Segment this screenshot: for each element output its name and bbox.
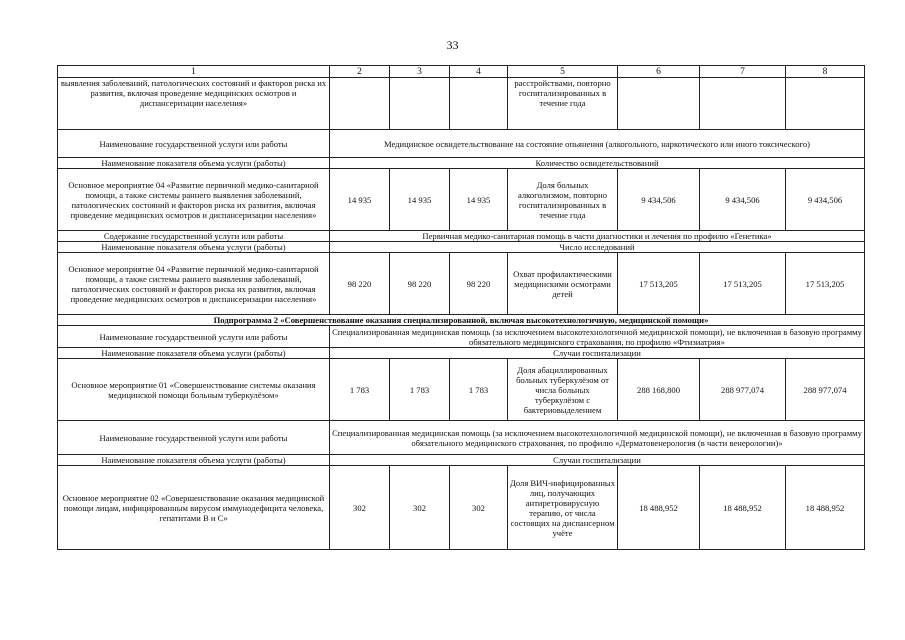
page-number: 33 [446, 38, 459, 52]
table-row [58, 253, 865, 315]
amount-cell: 288 977,074 [786, 359, 865, 421]
indicator-cell: Доля абациллированных больных туберкулёзом от числа больных туберкулёзом с бактериовыделением [508, 359, 618, 421]
subprogram-row [58, 315, 865, 326]
column-header: 6 [618, 66, 700, 78]
volume-cell: 302 [390, 466, 450, 550]
service-label: Наименование государственной услуги или работы [58, 326, 330, 348]
activity-cell: Основное мероприятие 04 «Развитие первичной медико-санитарной помощи, а также системы раннего выявления заболеваний, патологических состояний и факторов риска их развития, включая проведение медицинских осмотров и диспансеризации населения» [58, 169, 330, 231]
indicator-row [58, 158, 865, 169]
activity-cell: выявления заболеваний, патологических состояний и факторов риска их развития, включая проведение медицинских осмотров и диспансеризации населения» [58, 78, 330, 130]
service-row [58, 130, 865, 158]
amount-cell: 9 434,506 [786, 169, 865, 231]
budget-table [57, 65, 865, 550]
amount-cell: 18 488,952 [618, 466, 700, 550]
activity-cell: Основное мероприятие 01 «Совершенствование системы оказания медицинской помощи больным туберкулёзом» [58, 359, 330, 421]
volume-cell: 14 935 [450, 169, 508, 231]
service-label: Наименование государственной услуги или работы [58, 421, 330, 455]
volume-cell: 1 783 [450, 359, 508, 421]
volume-cell: 1 783 [330, 359, 390, 421]
column-header: 4 [450, 66, 508, 78]
amount-cell: 18 488,952 [700, 466, 786, 550]
empty-cell [700, 78, 786, 130]
indicator-label: Наименование показателя объема услуги (работы) [58, 158, 330, 169]
empty-cell [330, 78, 390, 130]
indicator-cell: Доля больных алкоголизмом, повторно госпитализированных в течение года [508, 169, 618, 231]
table-row [58, 169, 865, 231]
column-header-row [58, 66, 865, 78]
volume-cell: 302 [450, 466, 508, 550]
amount-cell: 17 513,205 [700, 253, 786, 315]
service-value: Специализированная медицинская помощь (за исключением высокотехнологичной медицинской помощи), не включенная в базовую программу обязательного медицинского страхования, по профилю «Дерматовенерология (в части венерологии)» [330, 421, 865, 455]
empty-cell [450, 78, 508, 130]
column-header: 2 [330, 66, 390, 78]
column-header: 8 [786, 66, 865, 78]
service-label: Содержание государственной услуги или работы [58, 231, 330, 242]
amount-cell: 17 513,205 [786, 253, 865, 315]
empty-cell [618, 78, 700, 130]
volume-cell: 302 [330, 466, 390, 550]
volume-cell: 98 220 [390, 253, 450, 315]
amount-cell: 9 434,506 [618, 169, 700, 231]
column-header: 7 [700, 66, 786, 78]
indicator-value: Случаи госпитализации [330, 455, 865, 466]
indicator-label: Наименование показателя объема услуги (работы) [58, 348, 330, 359]
table-row [58, 359, 865, 421]
service-row [58, 231, 865, 242]
volume-cell: 14 935 [390, 169, 450, 231]
service-value: Первичная медико-санитарная помощь в части диагностики и лечения по профилю «Генетика» [330, 231, 865, 242]
indicator-cell: Доля ВИЧ-инфицированных лиц, получающих антиретровирусную терапию, от числа состоящих на диспансерном учёте [508, 466, 618, 550]
volume-cell: 98 220 [330, 253, 390, 315]
column-header: 5 [508, 66, 618, 78]
amount-cell: 9 434,506 [700, 169, 786, 231]
volume-cell: 14 935 [330, 169, 390, 231]
indicator-row [58, 455, 865, 466]
indicator-label: Наименование показателя объема услуги (работы) [58, 242, 330, 253]
volume-cell: 1 783 [390, 359, 450, 421]
indicator-label: Наименование показателя объема услуги (работы) [58, 455, 330, 466]
service-label: Наименование государственной услуги или работы [58, 130, 330, 158]
service-row [58, 421, 865, 455]
volume-cell: 98 220 [450, 253, 508, 315]
column-header: 1 [58, 66, 330, 78]
subprogram-title: Подпрограмма 2 «Совершенствование оказания специализированной, включая высокотехнологичную, медицинской помощи» [58, 315, 865, 326]
table-row [58, 466, 865, 550]
indicator-value: Количество освидетельствований [330, 158, 865, 169]
indicator-row [58, 242, 865, 253]
empty-cell [786, 78, 865, 130]
table-row [58, 78, 865, 130]
indicator-value: Случаи госпитализации [330, 348, 865, 359]
activity-cell: Основное мероприятие 02 «Совершенствование оказания медицинской помощи лицам, инфицированным вирусом иммунодефицита человека, гепатитами В и С» [58, 466, 330, 550]
amount-cell: 18 488,952 [786, 466, 865, 550]
column-header: 3 [390, 66, 450, 78]
indicator-cell: расстройствами, повторно госпитализированных в течение года [508, 78, 618, 130]
amount-cell: 288 168,800 [618, 359, 700, 421]
indicator-value: Число исследований [330, 242, 865, 253]
empty-cell [390, 78, 450, 130]
indicator-row [58, 348, 865, 359]
indicator-cell: Охват профилактическими медицинскими осмотрами детей [508, 253, 618, 315]
amount-cell: 17 513,205 [618, 253, 700, 315]
amount-cell: 288 977,074 [700, 359, 786, 421]
activity-cell: Основное мероприятие 04 «Развитие первичной медико-санитарной помощи, а также системы раннего выявления заболеваний, патологических состояний и факторов риска их развития, включая проведение медицинских осмотров и диспансеризации населения» [58, 253, 330, 315]
service-row [58, 326, 865, 348]
service-value: Специализированная медицинская помощь (за исключением высокотехнологичной медицинской помощи), не включенная в базовую программу обязательного медицинского страхования, по профилю «Фтизиатрия» [330, 326, 865, 348]
service-value: Медицинское освидетельствование на состояние опьянения (алкогольного, наркотического или иного токсического) [330, 130, 865, 158]
